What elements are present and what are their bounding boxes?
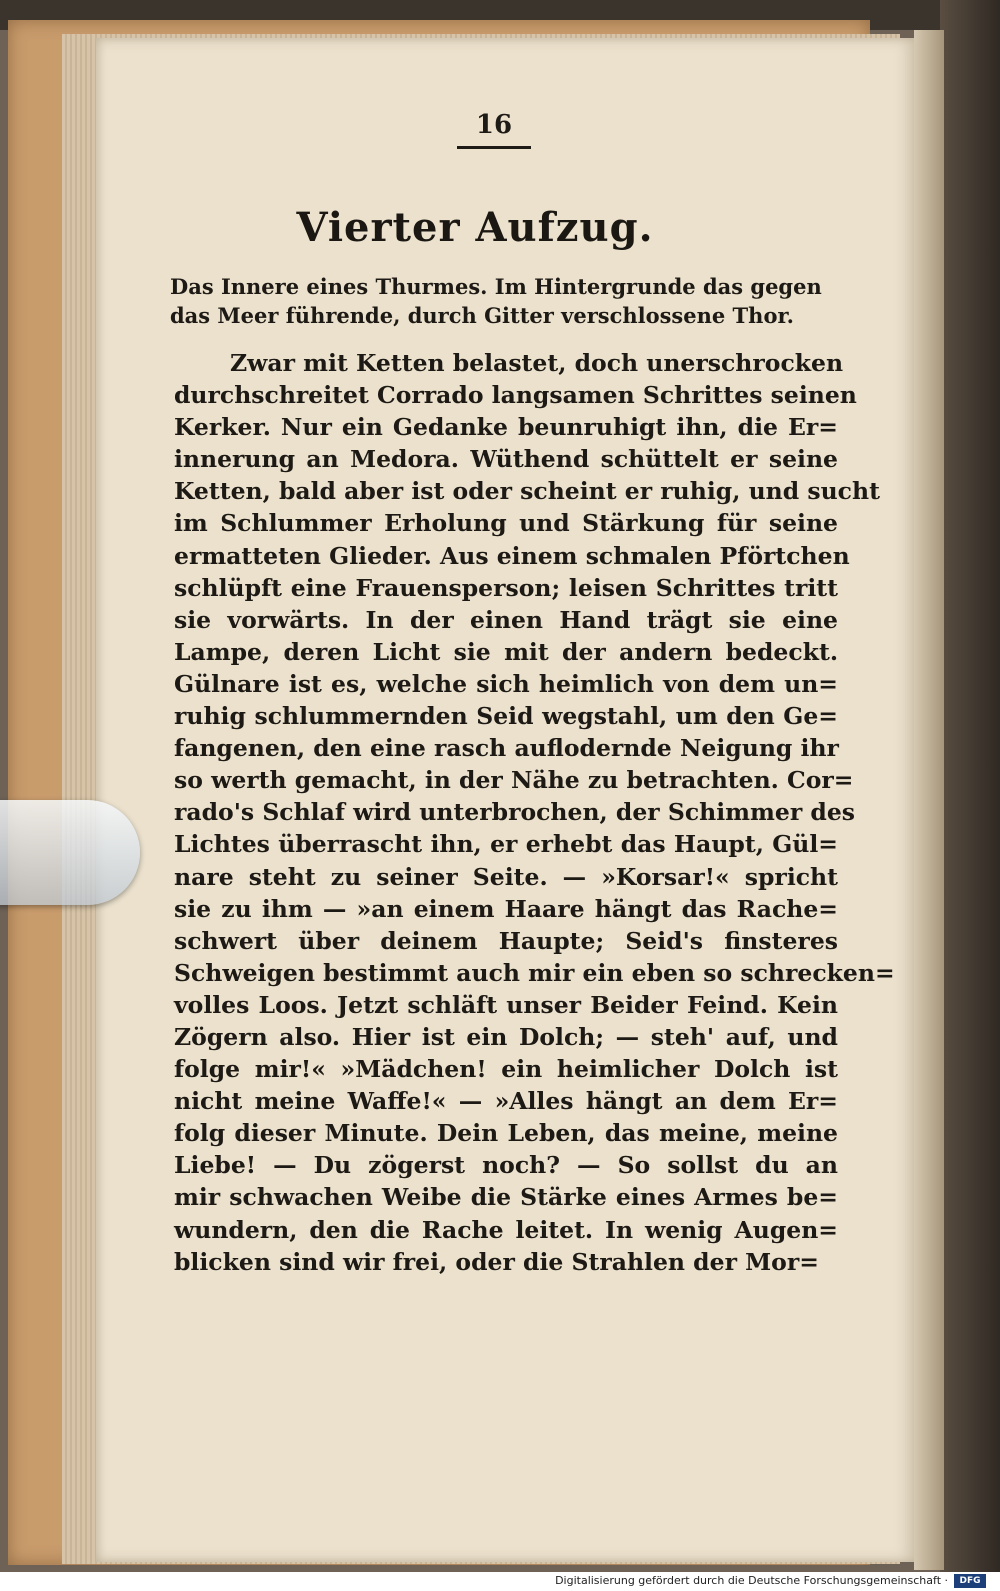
text-line: innerung an Medora. Wüthend schüttelt er seine	[174, 445, 838, 474]
body-text	[174, 347, 895, 1278]
text-line: Zwar mit Ketten belastet, doch unerschrocken	[230, 349, 844, 377]
text-line: nare steht zu seiner Seite. — »Korsar!« spricht	[174, 862, 838, 891]
text-line: Zögern also. Hier ist ein Dolch; — steh' auf, und	[174, 1022, 838, 1051]
act-heading: Vierter Aufzug.	[296, 204, 654, 251]
scan-background-right	[940, 0, 1000, 1591]
text-line: nicht meine Waffe!« — »Alles hängt an dem Er=	[174, 1087, 838, 1116]
text-line: wundern, den die Rache leitet. In wenig Augen=	[174, 1215, 838, 1244]
stage-direction-line: Das Innere eines Thurmes. Im Hintergrunde das gegen	[170, 274, 822, 299]
text-line: schwert über deinem Haupte; Seid's finsteres	[174, 926, 838, 955]
text-line: ermatteten Glieder. Aus einem schmalen Pförtchen	[174, 541, 850, 570]
text-line: folg dieser Minute. Dein Leben, das meine, meine	[174, 1119, 838, 1148]
funding-credit: Digitalisierung gefördert durch die Deutsche Forschungsgemeinschaft ·	[555, 1574, 948, 1587]
page-number: 16	[475, 110, 513, 140]
text-line: mir schwachen Weibe die Stärke eines Armes be=	[174, 1183, 838, 1212]
text-line: sie vorwärts. In der einen Hand trägt sie eine	[174, 605, 838, 634]
text-line: so werth gemacht, in der Nähe zu betrachten. Cor=	[174, 766, 854, 795]
text-line: blicken sind wir frei, oder die Strahlen der Mor=	[174, 1247, 819, 1276]
scanner-clip	[0, 800, 140, 905]
stage-direction-line: das Meer führende, durch Gitter verschlossene Thor.	[170, 303, 794, 328]
text-line: volles Loos. Jetzt schläft unser Beider Feind. Kein	[174, 990, 838, 1019]
text-line: folge mir!« »Mädchen! ein heimlicher Dolch ist	[174, 1055, 838, 1084]
text-line: Lichtes überrascht ihn, er erhebt das Haupt, Gül=	[174, 830, 838, 859]
text-line: rado's Schlaf wird unterbrochen, der Schimmer des	[174, 798, 856, 827]
dfg-logo: DFG	[954, 1574, 986, 1588]
text-line: ruhig schlummernden Seid wegstahl, um den Ge=	[174, 702, 838, 731]
text-line: Lampe, deren Licht sie mit der andern bedeckt.	[174, 637, 838, 666]
text-line: durchschreitet Corrado langsamen Schrittes seinen	[174, 381, 857, 410]
text-line: fangenen, den eine rasch auflodernde Neigung ihr	[174, 734, 839, 763]
text-line: Kerker. Nur ein Gedanke beunruhigt ihn, die Er=	[174, 413, 838, 442]
text-line: Liebe! — Du zögerst noch? — So sollst du an	[174, 1151, 838, 1180]
text-line: Ketten, bald aber ist oder scheint er ruhig, und sucht	[174, 477, 880, 506]
text-line: Schweigen bestimmt auch mir ein eben so schrecken=	[174, 958, 895, 987]
text-line: schlüpft eine Frauensperson; leisen Schrittes tritt	[174, 573, 838, 602]
text-line: im Schlummer Erholung und Stärkung für seine	[174, 509, 838, 538]
text-line: sie zu ihm — »an einem Haare hängt das Rache=	[174, 894, 838, 923]
adjacent-page	[914, 30, 944, 1570]
stage-direction	[170, 272, 830, 330]
text-line: Gülnare ist es, welche sich heimlich von dem un=	[174, 669, 838, 698]
page-number-rule	[457, 146, 531, 149]
